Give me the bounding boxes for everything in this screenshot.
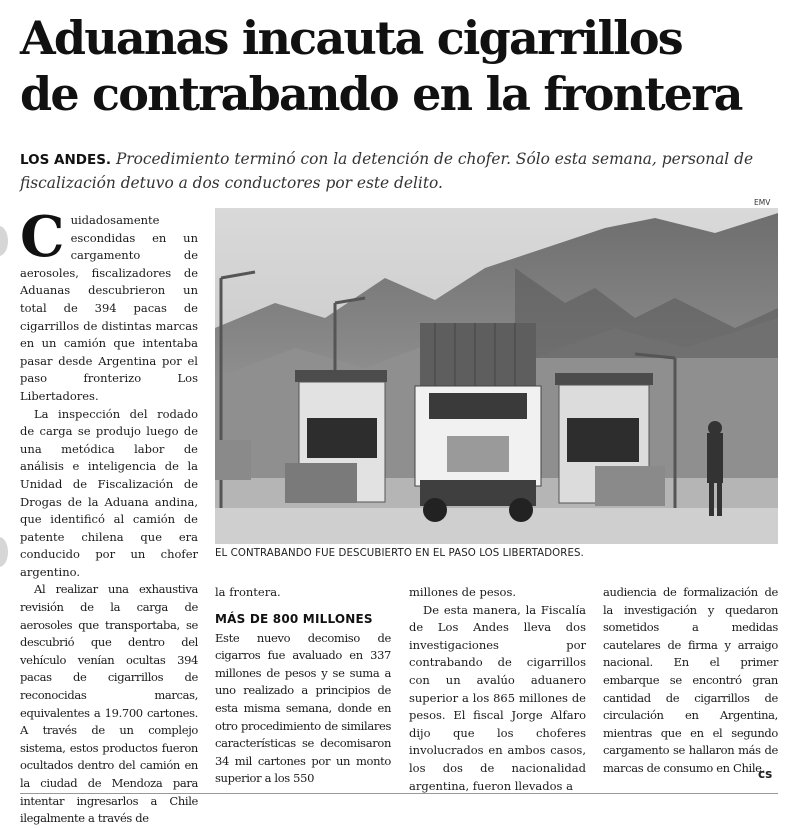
photo-caption: EL CONTRABANDO FUE DESCUBIERTO EN EL PASO LOS LIBERTADORES.: [215, 548, 584, 559]
deck: [20, 148, 780, 195]
border-checkpoint-illustration: [215, 208, 778, 544]
end-mark: cs: [758, 767, 773, 781]
headline: [20, 10, 780, 122]
deck-location: LOS ANDES.: [20, 152, 112, 168]
paragraph-2: La inspección del rodado de carga se produjo luego de una metódica labor de análisis e inteligencia de la Unidad de Fiscalización de Drogas de la Aduana andina, que identificó al camión de patente chilena que era conducido por un chofer argentino.: [20, 406, 198, 579]
headline-line-1: Aduanas incauta cigarrillos: [20, 11, 682, 65]
article-column-4: [603, 584, 778, 778]
deck-text: Procedimiento terminó con la detención de chofer. Sólo esta semana, personal de fiscalización detuvo a dos conductores por este delito.: [20, 150, 754, 192]
photo-credit: EMV: [754, 198, 771, 207]
drop-cap: C: [20, 204, 65, 270]
paragraph-4: Este nuevo decomiso de cigarros fue avaluado en 337 millones de pesos y se suma a uno realizado a principios de esta misma semana, donde en otro procedimiento de similares características se decomisaron 34 mil cartones por un monto superior a los 550: [215, 630, 391, 786]
article-column-3: [409, 584, 586, 795]
paragraph-4-continued: millones de pesos.: [409, 585, 517, 599]
subhead: MÁS DE 800 MILLONES: [215, 611, 373, 626]
binder-hole-mark: [0, 537, 8, 567]
bottom-rule: [20, 793, 778, 794]
paragraph-1-text: uidadosamente escondidas en un cargamento de aerosoles, fiscalizadores de Aduanas descubrieron un total de 394 pacas de cigarrillos de distintas marcas en un camión que intentaba pasar desde Argentina por el paso fronterizo Los Libertadores.: [20, 213, 198, 403]
article-photo: [215, 208, 778, 544]
paragraph-5-continued: audiencia de formalización de la investigación y quedaron sometidos a medidas cautelares de firma y arraigo nacional. En el primer embarque se encontró gran cantidad de cigarrillos de circulación en Argentina, mientras que en el segundo cargamento se hallaron más de marcas de consumo en Chile.: [603, 585, 778, 775]
article-column-2: [215, 584, 391, 788]
article-column-1: [20, 204, 198, 828]
binder-hole-mark: [0, 226, 8, 256]
paragraph-3: Al realizar una exhaustiva revisión de la carga de aerosoles que transportaba, se descubrió que dentro del vehículo venían ocultas 394 pacas de cigarrillos de reconocidas marcas, equivalentes a 19.700 cartones. A través de un complejo sistema, estos productos fueron ocultados dentro del camión en la ciudad de Mendoza para intentar ingresarlos a Chile ilegalmente a través de: [20, 582, 198, 826]
paragraph-3-continued: la frontera.: [215, 585, 281, 599]
paragraph-5: De esta manera, la Fiscalía de Los Andes lleva dos investigaciones por contrabando de cigarrillos con un avalúo aduanero superior a los 865 millones de pesos. El fiscal Jorge Alfaro dijo que los choferes involucrados en ambos casos, los dos de nacionalidad argentina, fueron llevados a: [409, 602, 586, 793]
paragraph-1: [20, 204, 198, 406]
headline-line-2: de contrabando en la frontera: [20, 67, 742, 121]
